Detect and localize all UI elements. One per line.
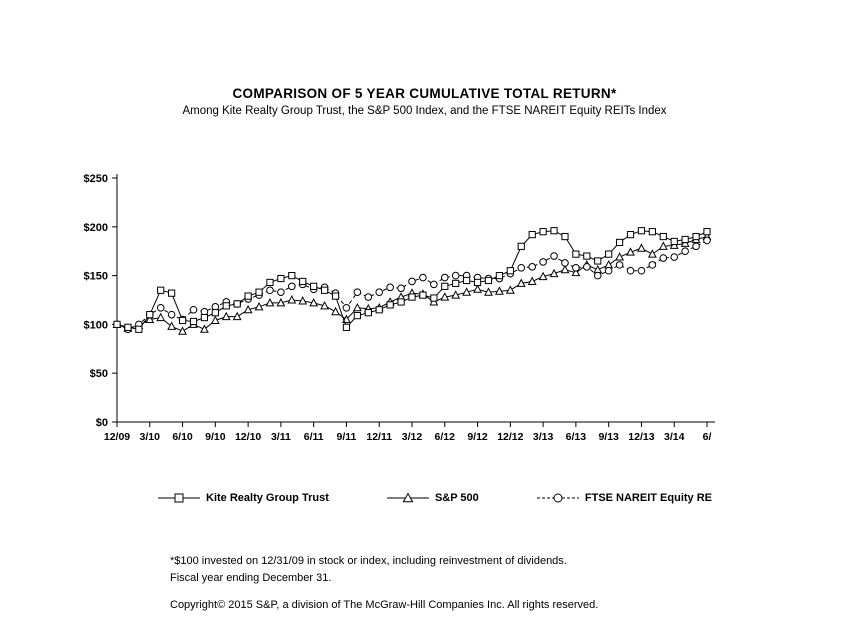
legend-item-kite-realty [158,492,329,504]
x-tick-label: 6/11 [303,431,324,443]
legend-label-ftse-nareit: FTSE NAREIT Equity RE [584,492,712,504]
square-marker [420,292,426,298]
square-marker [354,313,360,319]
circle-marker [409,278,416,285]
y-tick-label: $0 [95,417,108,429]
circle-marker [398,285,405,292]
square-marker [289,273,295,279]
triangle-marker [201,325,208,332]
circle-marker [354,289,361,296]
square-marker [332,293,338,299]
circle-marker [518,264,525,271]
square-marker [376,307,382,313]
circle-marker [267,287,274,294]
square-marker [321,287,327,293]
x-tick-label: 6/12 [434,431,455,443]
square-marker [638,228,644,234]
triangle-marker [168,323,175,330]
circle-marker [562,260,569,267]
circle-marker [573,264,580,271]
square-marker [693,233,699,239]
circle-marker [671,254,678,261]
square-marker [158,287,164,293]
square-marker [485,277,491,283]
triangle-marker [157,314,164,321]
square-marker [595,258,601,264]
square-marker [125,324,131,330]
circle-marker [540,259,547,266]
square-marker [704,229,710,235]
axes [84,173,715,443]
square-marker [387,302,393,308]
circle-dashed-line-legend-icon [537,492,579,504]
square-marker [474,279,480,285]
circle-marker [365,294,372,301]
y-tick-label: $200 [83,221,108,234]
circle-marker [605,267,612,274]
square-marker [234,301,240,307]
x-tick-label: 9/11 [336,431,357,443]
square-marker [518,243,524,249]
square-marker [114,321,120,327]
triangle-marker [507,286,514,293]
legend-item-sp500 [387,492,479,504]
square-marker [496,273,502,279]
square-marker [169,290,175,296]
square-marker [671,238,677,244]
triangle-marker [561,266,568,273]
square-marker [256,289,262,295]
circle-marker [616,262,623,269]
triangle-marker [354,304,361,311]
circle-marker [584,264,591,271]
circle-marker [693,243,700,250]
triangle-solid-line-legend-icon [387,492,429,504]
square-marker [627,232,633,238]
square-marker [190,318,196,324]
circle-marker [594,272,601,279]
square-marker [562,233,568,239]
square-marker [540,229,546,235]
circle-marker [441,274,448,281]
square-marker [267,279,273,285]
square-marker [212,310,218,316]
page-title: COMPARISON OF 5 YEAR CUMULATIVE TOTAL RETURN* [232,86,617,101]
triangle-marker [255,303,262,310]
x-tick-label: 3/11 [270,431,291,443]
x-tick-label: 12/10 [234,431,262,443]
x-tick-label: 6/ [702,431,712,443]
page-subtitle: Among Kite Realty Group Trust, the S&P 500 Index, and the FTSE NAREIT Equity REITs Index [182,105,667,117]
circle-marker [431,281,438,288]
x-tick-label: 3/10 [139,431,160,443]
square-marker [584,253,590,259]
circle-marker [638,267,645,274]
circle-marker [157,305,164,312]
legend-label-kite-realty: Kite Realty Group Trust [206,492,329,504]
circle-marker [376,289,383,296]
x-tick-label: 9/12 [467,431,488,443]
square-marker [179,317,185,323]
triangle-marker [616,253,623,260]
x-tick-label: 3/13 [532,431,554,443]
circle-marker [420,274,427,281]
square-marker [616,239,622,245]
x-tick-label: 3/14 [664,431,685,443]
square-marker [606,251,612,257]
triangle-marker [179,327,186,334]
circle-marker [387,284,394,291]
square-marker [147,312,153,318]
triangle-marker [550,270,557,277]
square-marker [278,275,284,281]
circle-marker [452,272,459,279]
square-marker [343,324,349,330]
square-marker [365,310,371,316]
x-tick-label: 6/13 [565,431,587,443]
triangle-marker [638,244,645,251]
square-marker [551,228,557,234]
x-tick-label: 12/12 [497,431,524,443]
circle-marker [660,255,667,262]
square-marker [136,326,142,332]
square-marker [649,229,655,235]
square-marker [464,277,470,283]
footnote-invested: *$100 invested on 12/31/09 in stock or index, including reinvestment of dividends. [170,555,567,567]
triangle-marker [529,278,536,285]
y-tick-label: $50 [89,368,108,381]
x-tick-label: 12/11 [366,431,393,443]
y-tick-label: $100 [83,319,108,332]
triangle-marker [288,296,295,303]
y-tick-label: $250 [83,173,108,185]
circle-marker [682,248,689,255]
x-tick-label: 9/10 [205,431,226,443]
triangle-marker [474,285,481,292]
total-return-line-chart [0,150,849,480]
square-marker [300,278,306,284]
triangle-marker [605,261,612,268]
square-marker [201,314,207,320]
square-marker [409,294,415,300]
square-marker [573,251,579,257]
circle-marker [529,264,536,271]
legend-item-ftse-nareit [537,492,712,504]
circle-marker [168,311,175,318]
square-marker [245,293,251,299]
circle-marker [190,306,197,313]
triangle-marker [594,266,601,273]
triangle-marker [332,308,339,315]
x-tick-label: 12/13 [628,431,655,443]
square-marker [223,303,229,309]
square-marker [311,283,317,289]
legend-label-sp500: S&P 500 [434,492,479,504]
square-marker [529,232,535,238]
x-tick-label: 6/10 [172,431,193,443]
chart-legend [158,492,712,504]
square-solid-line-legend-icon [158,492,200,504]
x-tick-label: 12/09 [103,431,131,443]
footnote-fiscal-year: Fiscal year ending December 31. [170,572,332,584]
square-marker [398,299,404,305]
square-marker [431,295,437,301]
y-tick-label: $150 [83,270,108,283]
circle-marker [289,283,296,290]
square-marker [507,268,513,274]
x-tick-label: 9/13 [598,431,619,443]
circle-marker [704,237,711,244]
circle-marker [278,289,285,296]
copyright-notice: Copyright© 2015 S&P, a division of The McGraw-Hill Companies Inc. All rights reserved. [170,599,599,611]
x-tick-label: 3/12 [401,431,423,443]
circle-marker [343,305,350,312]
square-marker [453,280,459,286]
circle-marker [627,267,634,274]
square-marker [442,283,448,289]
square-marker [682,236,688,242]
triangle-marker [649,250,656,257]
circle-marker [649,262,656,269]
square-marker [660,233,666,239]
circle-marker [551,253,558,260]
